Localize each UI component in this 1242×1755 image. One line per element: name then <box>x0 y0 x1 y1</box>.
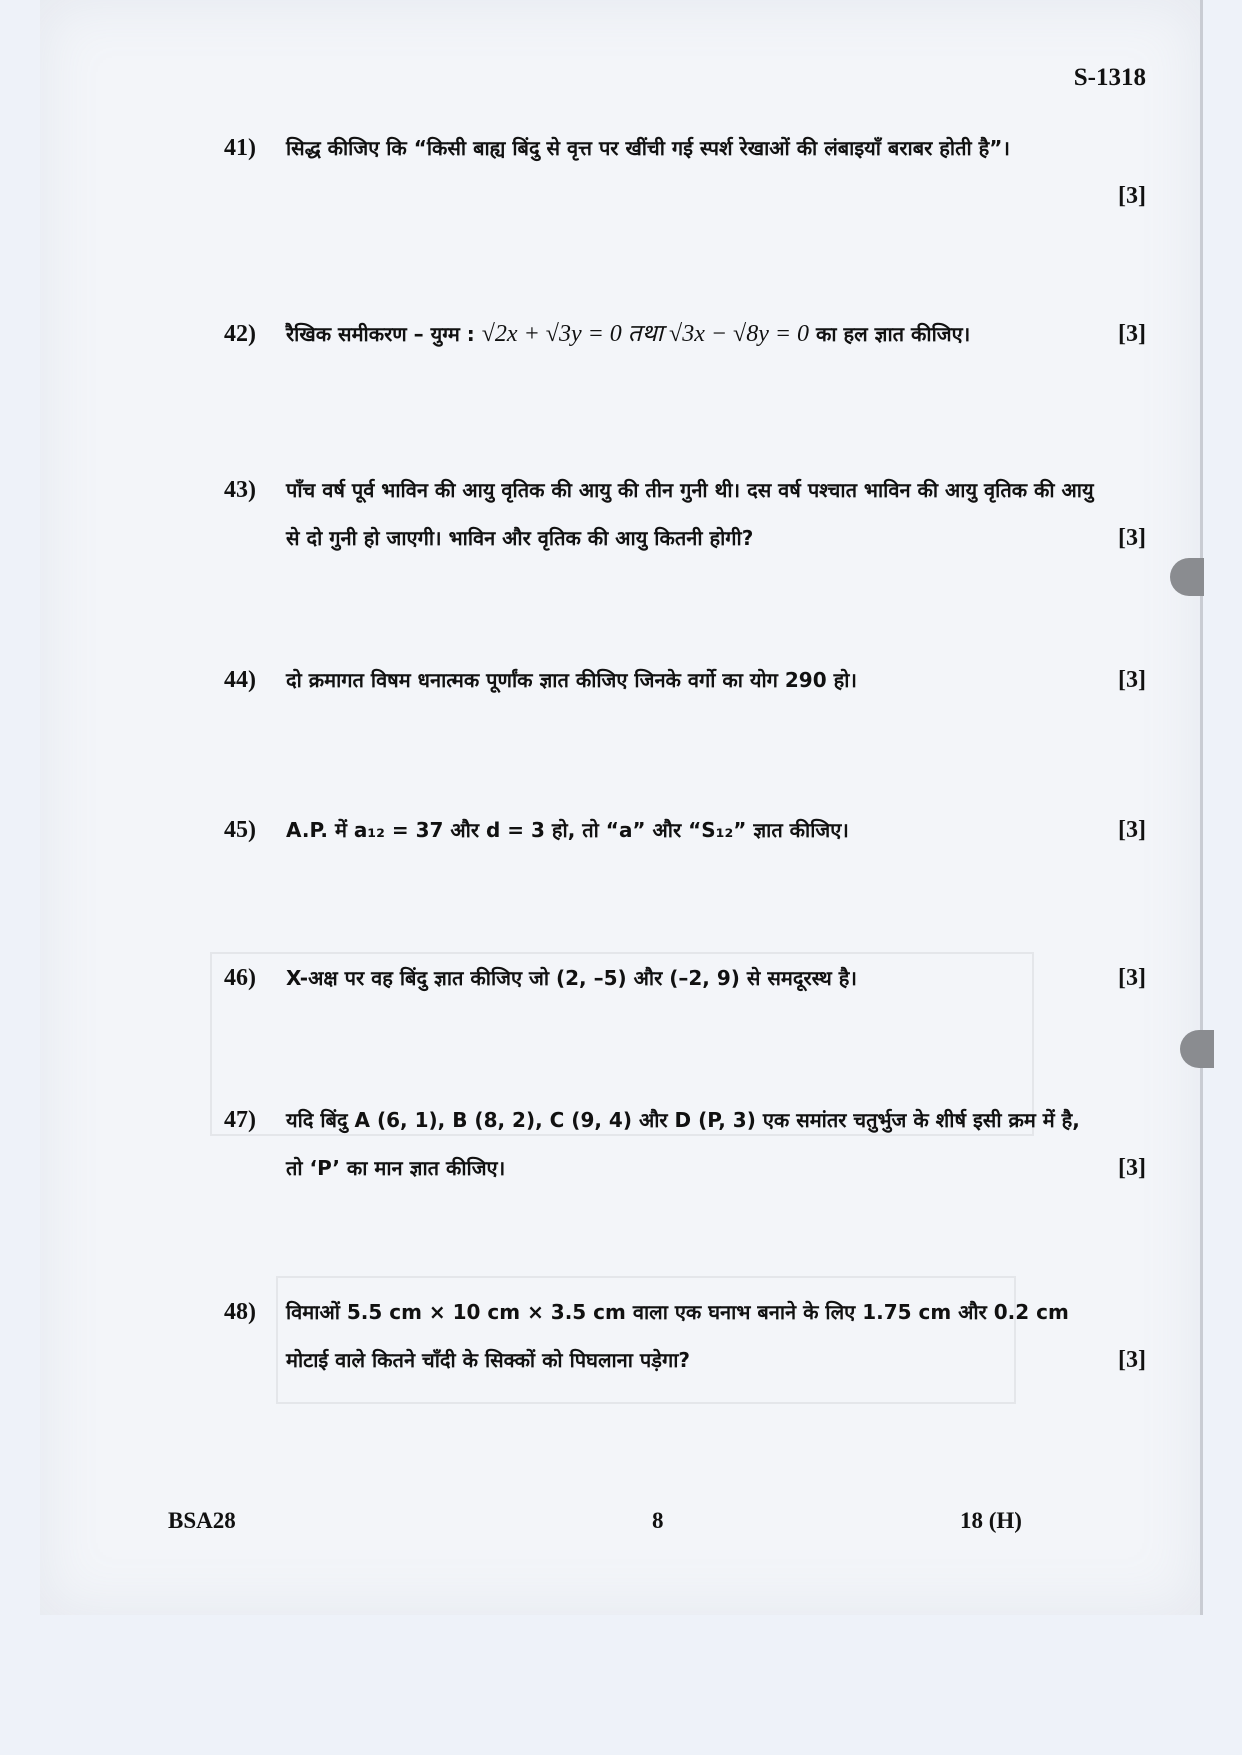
question-45 <box>224 806 1146 854</box>
question-marks: [3] <box>1118 525 1146 551</box>
question-number: 41) <box>224 135 256 161</box>
question-number: 44) <box>224 667 256 693</box>
question-marks: [3] <box>1118 965 1146 991</box>
question-marks: [3] <box>1118 183 1146 209</box>
question-marks: [3] <box>1118 817 1146 843</box>
question-42 <box>224 310 1146 358</box>
question-text: दो क्रमागत विषम धनात्मक पूर्णांक ज्ञात कीजिए जिनके वर्गो का योग 290 हो। <box>286 668 857 692</box>
question-text-lead: रैखिक समीकरण – युग्म : <box>286 322 475 346</box>
question-text: पाँच वर्ष पूर्व भाविन की आयु वृतिक की आयु की तीन गुनी थी। दस वर्ष पश्चात भाविन की आयु वृतिक की आयु से दो गुनी हो जाएगी। भाविन और वृतिक की आयु कितनी होगी? <box>286 478 1094 550</box>
question-number: 43) <box>224 477 256 503</box>
question-41 <box>224 124 1146 220</box>
question-text: A.P. में a₁₂ = 37 और d = 3 हो, तो “a” और “S₁₂” ज्ञात कीजिए। <box>286 818 849 842</box>
question-47 <box>224 1096 1146 1192</box>
question-marks: [3] <box>1118 667 1146 693</box>
question-number: 42) <box>224 321 256 347</box>
question-text: विमाओं 5.5 cm × 10 cm × 3.5 cm वाला एक घनाभ बनाने के लिए 1.75 cm और 0.2 cm मोटाई वाले कितने चाँदी के सिक्कों को पिघलाना पड़ेगा? <box>286 1300 1069 1372</box>
paper-edge <box>1200 0 1203 1615</box>
question-text <box>286 310 1146 358</box>
question-number: 45) <box>224 817 256 843</box>
equation: √2x + √3y = 0 तथा √3x − √8y = 0 <box>481 321 810 347</box>
question-number: 47) <box>224 1107 256 1133</box>
question-text: यदि बिंदु A (6, 1), B (8, 2), C (9, 4) और D (P, 3) एक समांतर चतुर्भुज के शीर्ष इसी क्रम में है, तो ‘P’ का मान ज्ञात कीजिए। <box>286 1108 1080 1180</box>
question-43 <box>224 466 1146 562</box>
question-text-tail: का हल ज्ञात कीजिए। <box>816 322 971 346</box>
punch-hole <box>1170 558 1204 596</box>
page-number: 8 <box>652 1508 664 1533</box>
punch-hole <box>1180 1030 1214 1068</box>
footer-set: 18 (H) <box>960 1508 1022 1533</box>
question-marks: [3] <box>1118 1155 1146 1181</box>
question-46 <box>224 954 1146 1002</box>
question-marks: [3] <box>1118 1347 1146 1373</box>
question-text: सिद्ध कीजिए कि “किसी बाह्य बिंदु से वृत्त पर खींची गई स्पर्श रेखाओं की लंबाइयाँ बराबर होती है”। <box>286 136 1010 160</box>
question-number: 48) <box>224 1299 256 1325</box>
question-number: 46) <box>224 965 256 991</box>
question-44 <box>224 656 1146 704</box>
question-48 <box>224 1288 1146 1384</box>
footer-code: BSA28 <box>168 1508 236 1533</box>
question-marks: [3] <box>1118 321 1146 347</box>
question-text: X-अक्ष पर वह बिंदु ज्ञात कीजिए जो (2, –5) और (–2, 9) से समदूरस्थ है। <box>286 966 857 990</box>
paper-code: S-1318 <box>1073 64 1146 91</box>
